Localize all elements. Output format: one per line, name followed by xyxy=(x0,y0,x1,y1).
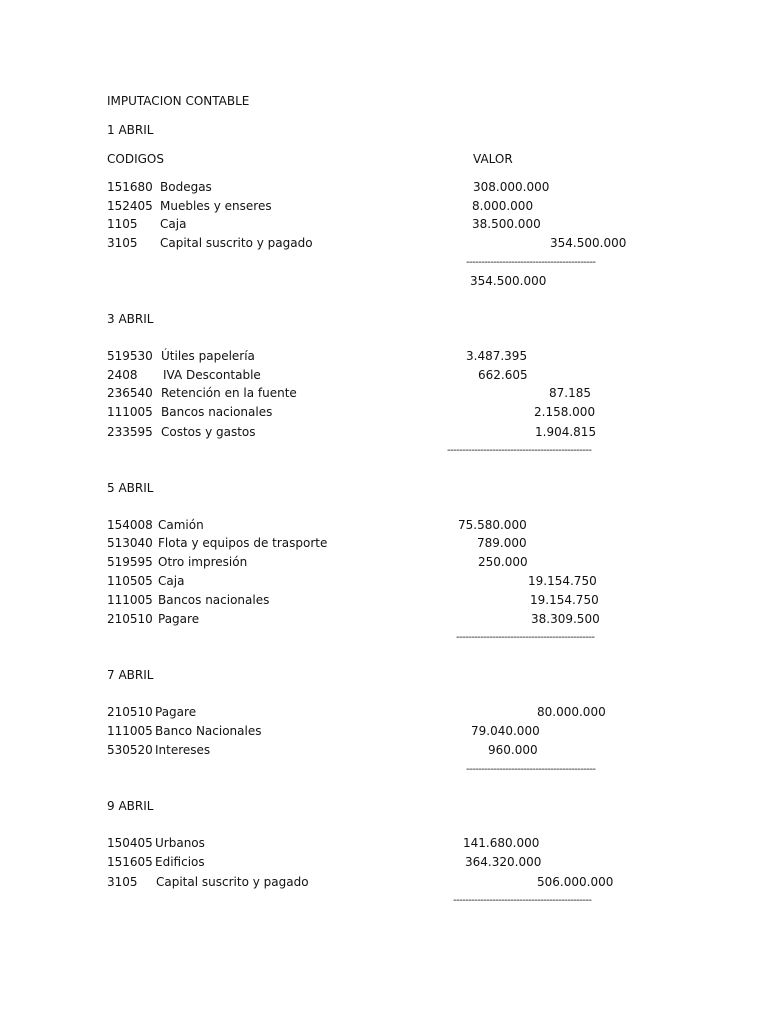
account-code: 110505 xyxy=(107,574,153,588)
account-name: Camión xyxy=(158,518,204,532)
account-name: Muebles y enseres xyxy=(160,199,272,213)
credit-amount: 354.500.000 xyxy=(550,236,627,250)
debit-amount: 141.680.000 xyxy=(463,836,540,850)
section-date: 9 ABRIL xyxy=(107,799,154,813)
credit-amount: 2.158.000 xyxy=(534,405,596,419)
section-date: 7 ABRIL xyxy=(107,668,154,682)
debit-amount: 79.040.000 xyxy=(471,724,540,738)
account-code: 3105 xyxy=(107,875,138,889)
total-amount: 354.500.000 xyxy=(470,274,547,288)
credit-amount: 19.154.750 xyxy=(528,574,597,588)
account-name: IVA Descontable xyxy=(163,368,261,382)
account-name: Urbanos xyxy=(155,836,205,850)
account-name: Bancos nacionales xyxy=(161,405,273,419)
debit-amount: 662.605 xyxy=(478,368,528,382)
debit-amount: 308.000.000 xyxy=(473,180,550,194)
credit-amount: 80.000.000 xyxy=(537,705,606,719)
account-name: Capital suscrito y pagado xyxy=(156,875,309,889)
account-name: Útiles papelería xyxy=(161,349,255,363)
account-code: 233595 xyxy=(107,425,153,439)
section-date: 1 ABRIL xyxy=(107,123,154,137)
debit-amount: 3.487.395 xyxy=(466,349,528,363)
account-name: Flota y equipos de trasporte xyxy=(158,536,328,550)
account-name: Bodegas xyxy=(160,180,212,194)
account-code: 236540 xyxy=(107,386,153,400)
account-code: 1105 xyxy=(107,217,138,231)
debit-amount: 364.320.000 xyxy=(465,855,542,869)
account-code: 150405 xyxy=(107,836,153,850)
account-code: 151680 xyxy=(107,180,153,194)
account-code: 210510 xyxy=(107,705,153,719)
account-name: Otro impresión xyxy=(158,555,248,569)
account-code: 210510 xyxy=(107,612,153,626)
account-name: Edificios xyxy=(155,855,205,869)
debit-amount: 8.000.000 xyxy=(472,199,534,213)
account-code: 530520 xyxy=(107,743,153,757)
account-name: Intereses xyxy=(155,743,211,757)
separator-line: ------------------------------------------------ xyxy=(447,445,592,456)
account-code: 154008 xyxy=(107,518,153,532)
debit-amount: 75.580.000 xyxy=(458,518,527,532)
account-code: 3105 xyxy=(107,236,138,250)
credit-amount: 1.904.815 xyxy=(535,425,597,439)
account-name: Pagare xyxy=(155,705,197,719)
value-header: VALOR xyxy=(473,152,513,166)
debit-amount: 250.000 xyxy=(478,555,528,569)
debit-amount: 38.500.000 xyxy=(472,217,541,231)
debit-amount: 960.000 xyxy=(488,743,538,757)
section-date: 3 ABRIL xyxy=(107,312,154,326)
account-code: 519530 xyxy=(107,349,153,363)
credit-amount: 19.154.750 xyxy=(530,593,599,607)
account-code: 519595 xyxy=(107,555,153,569)
debit-amount: 789.000 xyxy=(477,536,527,550)
account-code: 111005 xyxy=(107,593,153,607)
section-date: 5 ABRIL xyxy=(107,481,154,495)
account-name: Caja xyxy=(158,574,185,588)
account-name: Capital suscrito y pagado xyxy=(160,236,313,250)
account-name: Costos y gastos xyxy=(161,425,256,439)
account-name: Bancos nacionales xyxy=(158,593,270,607)
account-code: 111005 xyxy=(107,405,153,419)
account-code: 152405 xyxy=(107,199,153,213)
credit-amount: 38.309.500 xyxy=(531,612,600,626)
separator-line: ------------------------------------------- xyxy=(466,764,596,775)
separator-line: ------------------------------------------- xyxy=(466,257,596,268)
credit-amount: 506.000.000 xyxy=(537,875,614,889)
document-title: IMPUTACION CONTABLE xyxy=(107,94,250,108)
account-name: Retención en la fuente xyxy=(161,386,297,400)
codes-header: CODIGOS xyxy=(107,152,164,166)
account-name: Pagare xyxy=(158,612,200,626)
separator-line: ---------------------------------------------- xyxy=(456,632,595,643)
account-code: 513040 xyxy=(107,536,153,550)
separator-line: ---------------------------------------------- xyxy=(453,895,592,906)
account-name: Banco Nacionales xyxy=(155,724,262,738)
account-code: 2408 xyxy=(107,368,138,382)
account-name: Caja xyxy=(160,217,187,231)
credit-amount: 87.185 xyxy=(549,386,591,400)
account-code: 111005 xyxy=(107,724,153,738)
account-code: 151605 xyxy=(107,855,153,869)
